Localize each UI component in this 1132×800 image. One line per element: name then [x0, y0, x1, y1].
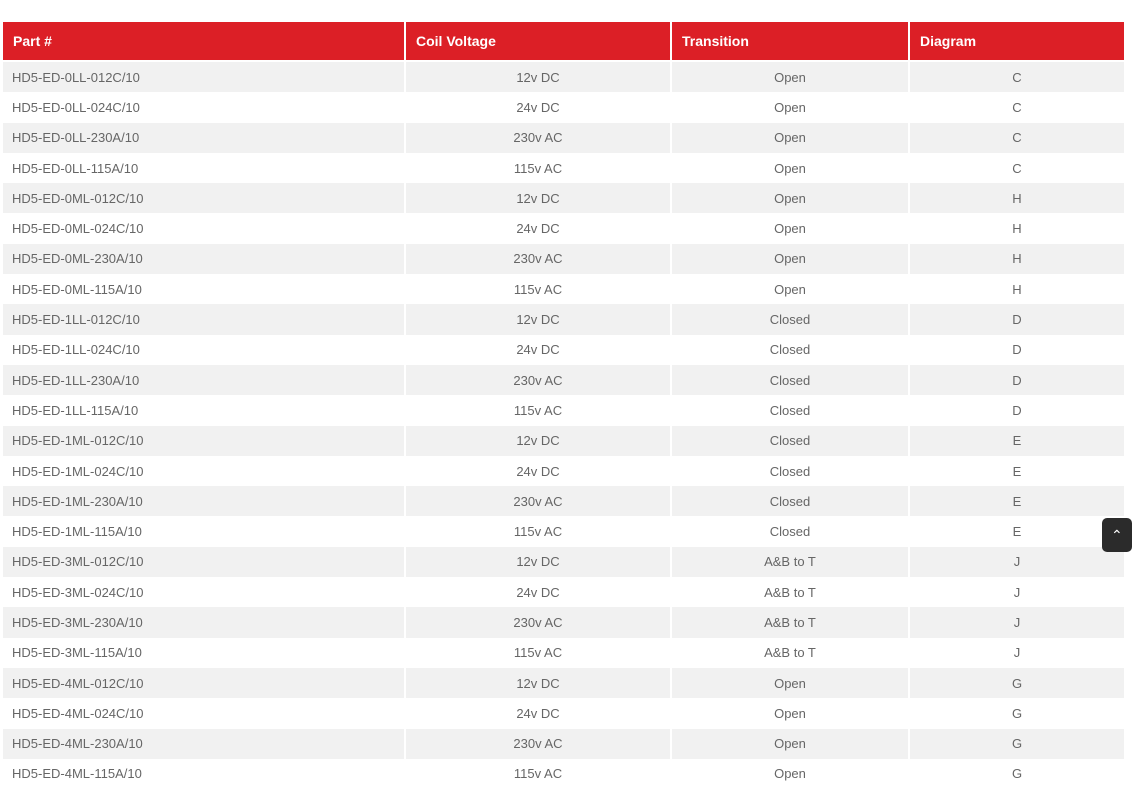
column-header-transition: Transition — [672, 22, 908, 62]
table-row — [3, 638, 1124, 668]
cell-transition: Closed — [672, 304, 908, 334]
cell-coil-voltage: 12v DC — [406, 62, 670, 92]
cell-diagram: C — [910, 62, 1124, 92]
parts-table — [1, 22, 1126, 789]
cell-diagram: G — [910, 668, 1124, 698]
table-row — [3, 547, 1124, 577]
cell-coil-voltage: 230v AC — [406, 486, 670, 516]
cell-part-number: HD5-ED-4ML-024C/10 — [3, 698, 404, 728]
table-row — [3, 213, 1124, 243]
cell-coil-voltage: 12v DC — [406, 304, 670, 334]
cell-coil-voltage: 24v DC — [406, 213, 670, 243]
table-row — [3, 335, 1124, 365]
cell-diagram: G — [910, 759, 1124, 789]
cell-diagram: H — [910, 213, 1124, 243]
cell-transition: Open — [672, 183, 908, 213]
cell-diagram: C — [910, 92, 1124, 122]
cell-part-number: HD5-ED-1LL-012C/10 — [3, 304, 404, 334]
cell-part-number: HD5-ED-1ML-012C/10 — [3, 426, 404, 456]
cell-transition: A&B to T — [672, 547, 908, 577]
table-row — [3, 304, 1124, 334]
cell-coil-voltage: 230v AC — [406, 607, 670, 637]
table-header — [3, 22, 1124, 62]
cell-transition: Closed — [672, 335, 908, 365]
cell-part-number: HD5-ED-1LL-024C/10 — [3, 335, 404, 365]
table-row — [3, 365, 1124, 395]
cell-diagram: E — [910, 426, 1124, 456]
cell-part-number: HD5-ED-0LL-012C/10 — [3, 62, 404, 92]
cell-diagram: C — [910, 123, 1124, 153]
cell-coil-voltage: 230v AC — [406, 244, 670, 274]
cell-coil-voltage: 230v AC — [406, 365, 670, 395]
cell-transition: Open — [672, 153, 908, 183]
column-header-part-number: Part # — [3, 22, 404, 62]
cell-coil-voltage: 230v AC — [406, 123, 670, 153]
cell-diagram: D — [910, 365, 1124, 395]
cell-part-number: HD5-ED-0ML-024C/10 — [3, 213, 404, 243]
cell-diagram: H — [910, 183, 1124, 213]
cell-diagram: D — [910, 335, 1124, 365]
cell-transition: Open — [672, 213, 908, 243]
cell-part-number: HD5-ED-1ML-230A/10 — [3, 486, 404, 516]
cell-transition: Open — [672, 668, 908, 698]
cell-transition: Open — [672, 274, 908, 304]
table-body — [3, 62, 1124, 789]
cell-transition: A&B to T — [672, 638, 908, 668]
cell-diagram: C — [910, 153, 1124, 183]
table-row — [3, 123, 1124, 153]
table-row — [3, 244, 1124, 274]
cell-transition: Closed — [672, 395, 908, 425]
cell-transition: Open — [672, 92, 908, 122]
cell-transition: Open — [672, 759, 908, 789]
header-row — [3, 22, 1124, 62]
cell-coil-voltage: 24v DC — [406, 335, 670, 365]
cell-transition: Closed — [672, 486, 908, 516]
table-row — [3, 62, 1124, 92]
cell-transition: Open — [672, 62, 908, 92]
scroll-to-top-button[interactable] — [1102, 518, 1132, 552]
cell-coil-voltage: 12v DC — [406, 426, 670, 456]
cell-diagram: E — [910, 456, 1124, 486]
cell-part-number: HD5-ED-0LL-024C/10 — [3, 92, 404, 122]
cell-diagram: E — [910, 486, 1124, 516]
cell-diagram: D — [910, 304, 1124, 334]
cell-part-number: HD5-ED-0ML-115A/10 — [3, 274, 404, 304]
cell-diagram: J — [910, 607, 1124, 637]
cell-transition: Open — [672, 698, 908, 728]
cell-coil-voltage: 24v DC — [406, 698, 670, 728]
cell-part-number: HD5-ED-0ML-012C/10 — [3, 183, 404, 213]
table-row — [3, 577, 1124, 607]
cell-part-number: HD5-ED-3ML-115A/10 — [3, 638, 404, 668]
chevron-up-icon: ⌃ — [1111, 527, 1123, 543]
cell-transition: Closed — [672, 456, 908, 486]
cell-transition: Open — [672, 244, 908, 274]
cell-coil-voltage: 115v AC — [406, 638, 670, 668]
cell-diagram: J — [910, 638, 1124, 668]
cell-coil-voltage: 115v AC — [406, 153, 670, 183]
cell-coil-voltage: 230v AC — [406, 729, 670, 759]
cell-diagram: D — [910, 395, 1124, 425]
cell-diagram: H — [910, 274, 1124, 304]
cell-coil-voltage: 24v DC — [406, 92, 670, 122]
cell-diagram: J — [910, 547, 1124, 577]
cell-coil-voltage: 12v DC — [406, 547, 670, 577]
table-row — [3, 668, 1124, 698]
table-row — [3, 426, 1124, 456]
table-row — [3, 607, 1124, 637]
cell-diagram: J — [910, 577, 1124, 607]
table-row — [3, 729, 1124, 759]
cell-transition: A&B to T — [672, 577, 908, 607]
cell-part-number: HD5-ED-0ML-230A/10 — [3, 244, 404, 274]
column-header-diagram: Diagram — [910, 22, 1124, 62]
cell-part-number: HD5-ED-1LL-230A/10 — [3, 365, 404, 395]
cell-diagram: G — [910, 729, 1124, 759]
cell-coil-voltage: 24v DC — [406, 577, 670, 607]
cell-coil-voltage: 12v DC — [406, 183, 670, 213]
cell-diagram: G — [910, 698, 1124, 728]
cell-transition: Open — [672, 729, 908, 759]
table-row — [3, 153, 1124, 183]
cell-transition: Closed — [672, 365, 908, 395]
table-row — [3, 516, 1124, 546]
table-row — [3, 274, 1124, 304]
cell-part-number: HD5-ED-0LL-230A/10 — [3, 123, 404, 153]
cell-part-number: HD5-ED-4ML-012C/10 — [3, 668, 404, 698]
table-row — [3, 698, 1124, 728]
cell-part-number: HD5-ED-4ML-230A/10 — [3, 729, 404, 759]
cell-transition: Closed — [672, 426, 908, 456]
cell-part-number: HD5-ED-3ML-024C/10 — [3, 577, 404, 607]
cell-coil-voltage: 115v AC — [406, 274, 670, 304]
cell-part-number: HD5-ED-0LL-115A/10 — [3, 153, 404, 183]
table-row — [3, 183, 1124, 213]
table-row — [3, 395, 1124, 425]
cell-coil-voltage: 115v AC — [406, 516, 670, 546]
table-row — [3, 486, 1124, 516]
cell-transition: A&B to T — [672, 607, 908, 637]
parts-table-container — [3, 22, 1120, 789]
table-row — [3, 759, 1124, 789]
cell-part-number: HD5-ED-3ML-230A/10 — [3, 607, 404, 637]
table-row — [3, 92, 1124, 122]
cell-transition: Open — [672, 123, 908, 153]
column-header-coil-voltage: Coil Voltage — [406, 22, 670, 62]
cell-part-number: HD5-ED-4ML-115A/10 — [3, 759, 404, 789]
cell-coil-voltage: 115v AC — [406, 759, 670, 789]
cell-coil-voltage: 24v DC — [406, 456, 670, 486]
cell-part-number: HD5-ED-1ML-115A/10 — [3, 516, 404, 546]
cell-transition: Closed — [672, 516, 908, 546]
cell-diagram: E — [910, 516, 1124, 546]
cell-part-number: HD5-ED-1LL-115A/10 — [3, 395, 404, 425]
cell-part-number: HD5-ED-1ML-024C/10 — [3, 456, 404, 486]
cell-coil-voltage: 12v DC — [406, 668, 670, 698]
table-row — [3, 456, 1124, 486]
cell-part-number: HD5-ED-3ML-012C/10 — [3, 547, 404, 577]
cell-diagram: H — [910, 244, 1124, 274]
cell-coil-voltage: 115v AC — [406, 395, 670, 425]
